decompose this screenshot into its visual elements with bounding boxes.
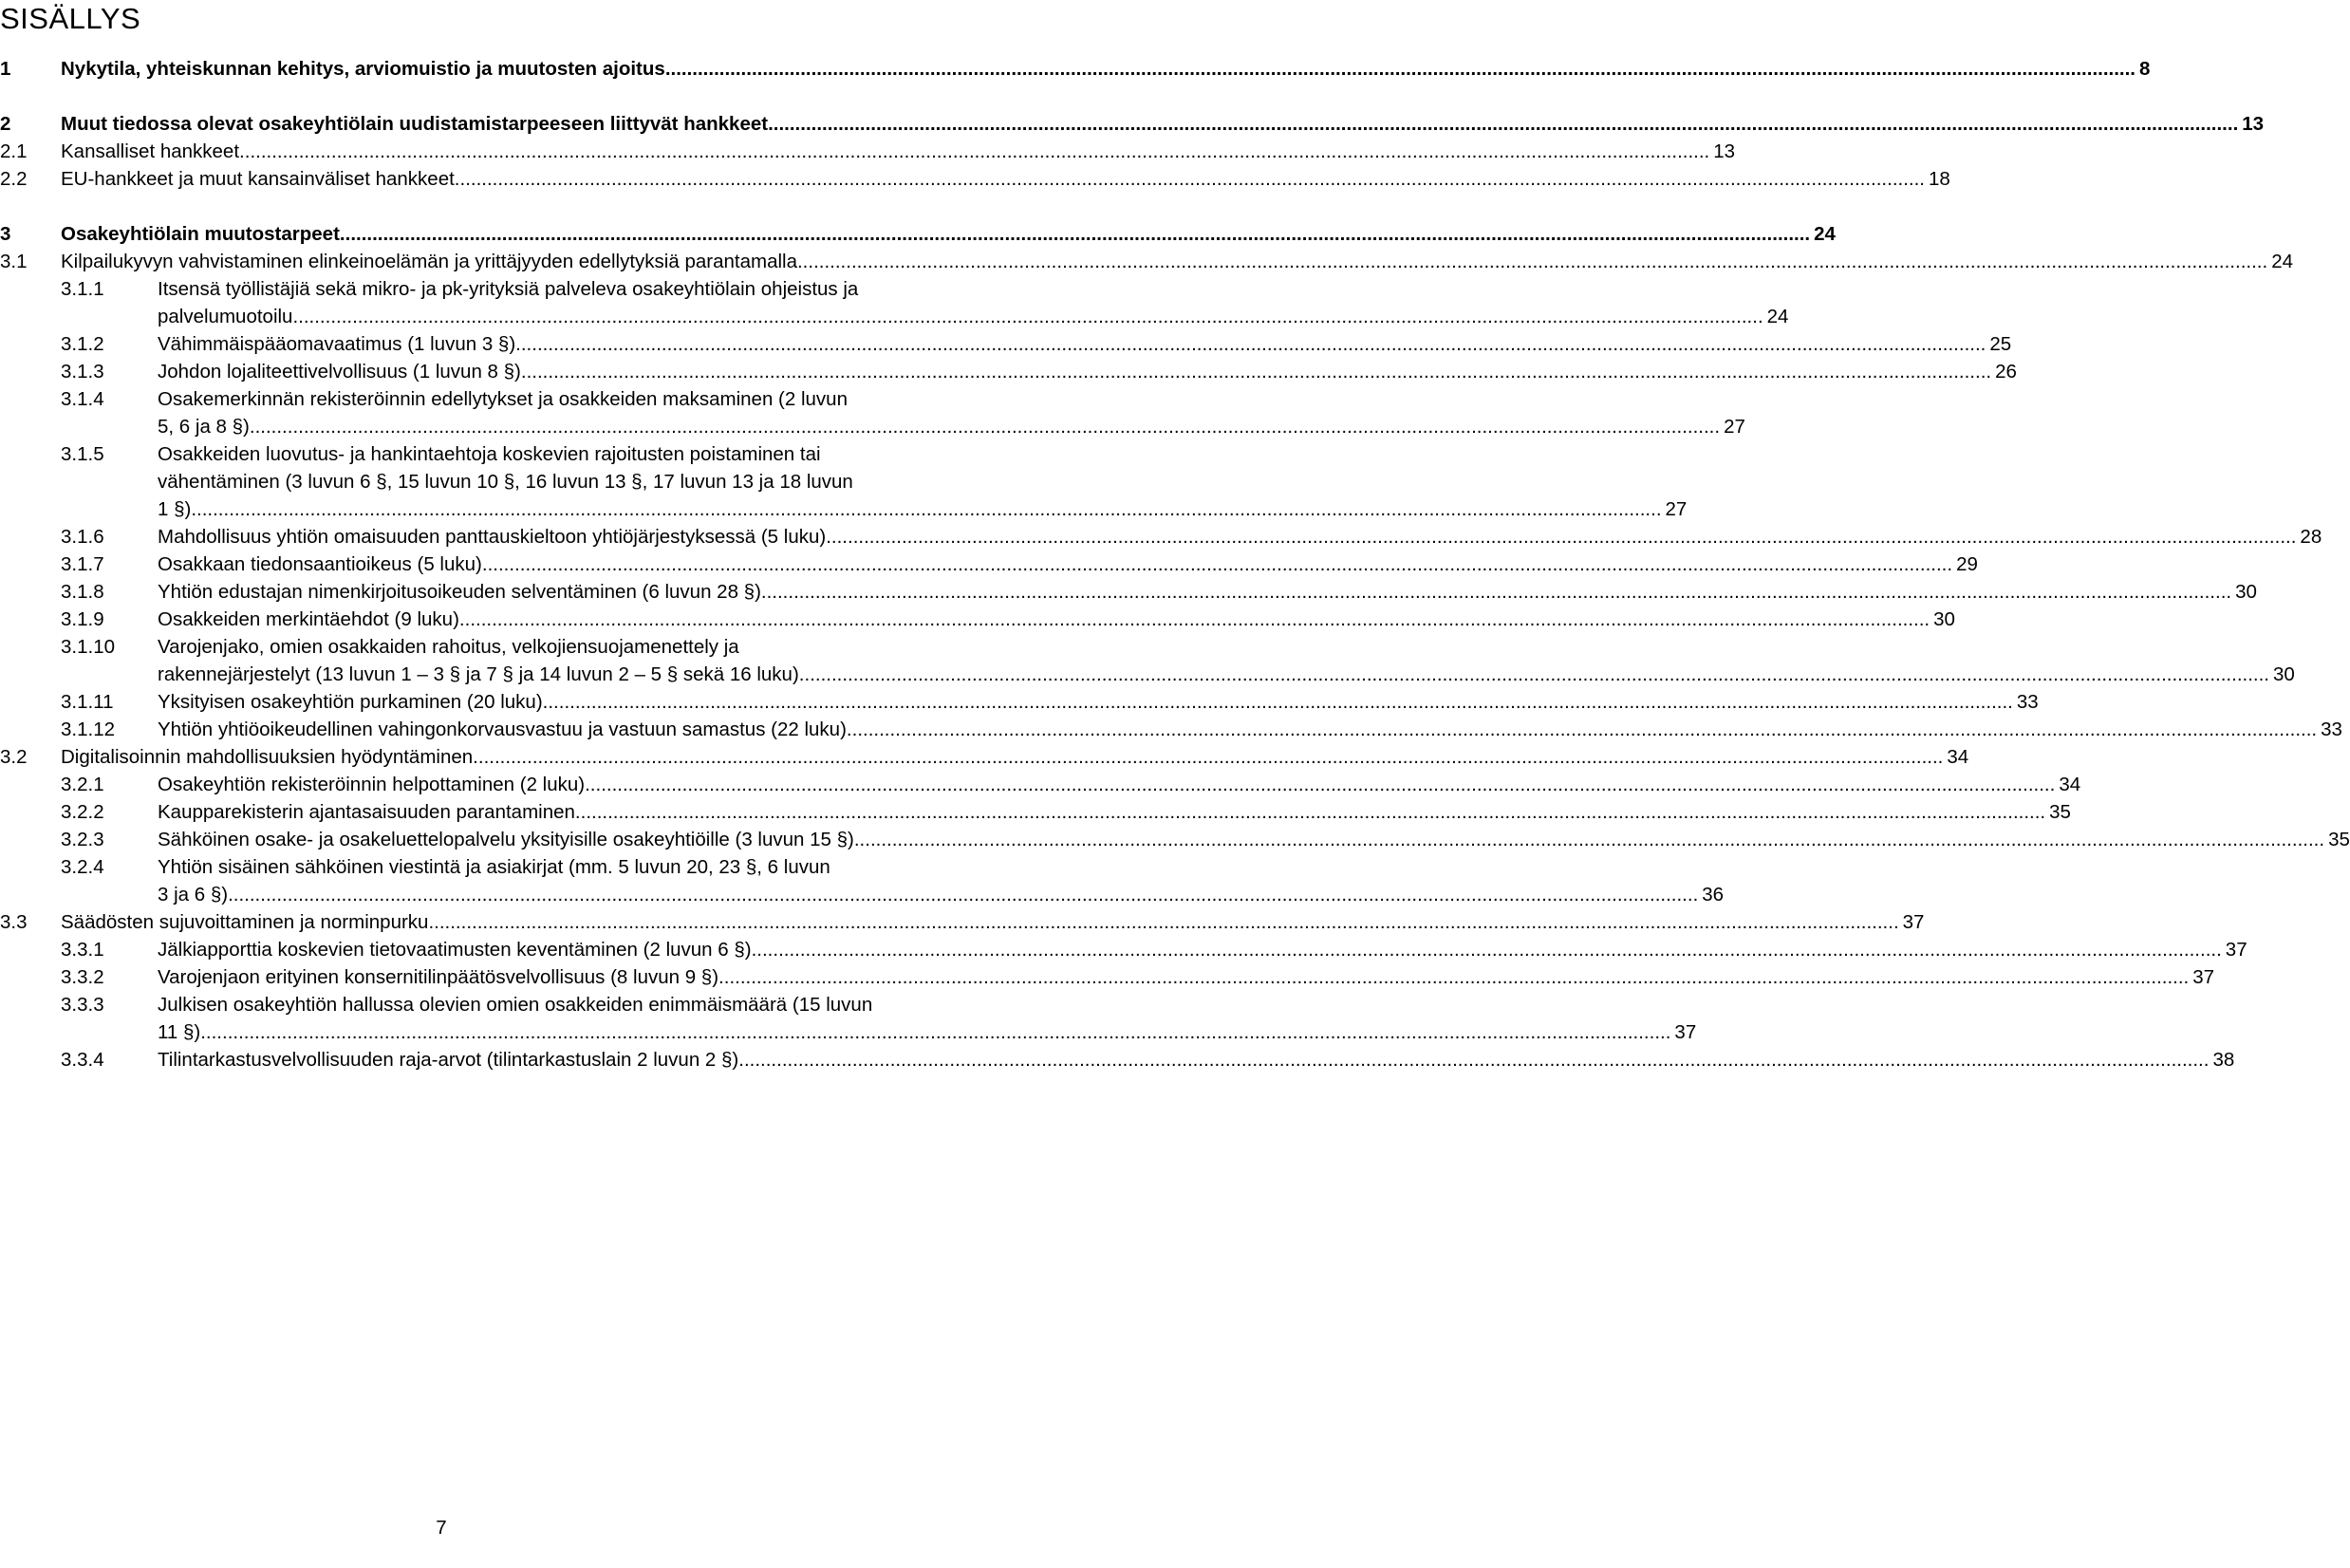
toc-entry-title: Yhtiön edustajan nimenkirjoitusoikeuden selventäminen (6 luvun 28 §) [158, 581, 761, 603]
toc-entry-number: 3.1.11 [61, 691, 114, 713]
toc-entry-page: 24 [1814, 223, 1836, 245]
dot-leader [473, 743, 1943, 771]
toc-entry-title: Tilintarkastusvelvollisuuden raja-arvot (tilintarkastuslain 2 luvun 2 §) [158, 1049, 739, 1071]
toc-entry[interactable] [61, 358, 2017, 385]
toc-entry-title: Vähimmäispääomavaatimus (1 luvun 3 §) [158, 333, 516, 355]
toc-entry-line [61, 220, 1836, 248]
toc-entry-number: 3.1.4 [61, 388, 104, 410]
toc-entry-line [158, 330, 2012, 358]
toc-entry[interactable] [61, 523, 2322, 551]
page-title: SISÄLLYS [0, 2, 141, 35]
toc-entry-title: 5, 6 ja 8 §) [158, 416, 250, 438]
toc-entry-title: Yhtiön yhtiöoikeudellinen vahingonkorvausvastuu ja vastuun samastus (22 luku) [158, 719, 847, 740]
toc-entry[interactable] [61, 771, 2081, 798]
dot-leader [191, 495, 1661, 523]
toc-entry-line [158, 688, 2039, 716]
toc-entry-line [158, 881, 1725, 908]
toc-entry-line [158, 1018, 1697, 1046]
toc-entry-line [61, 55, 2151, 83]
toc-entry-number: 3.1.3 [61, 361, 104, 383]
toc-entry-page: 38 [2212, 1049, 2235, 1071]
toc-entry[interactable] [61, 826, 2350, 853]
toc-entry-page: 24 [2271, 251, 2293, 272]
toc-entry-line [158, 963, 2215, 991]
toc-entry-number: 3.3.1 [61, 939, 104, 961]
toc-entry-title: Kilpailukyvyn vahvistaminen elinkeinoelämän ja yrittäjyyden edellytyksiä parantamalla [61, 251, 797, 272]
toc-entry-line [158, 771, 2081, 798]
toc-entry-page: 37 [2192, 966, 2215, 988]
toc-entry-number: 3.2.4 [61, 856, 104, 878]
dot-leader [428, 908, 1898, 936]
toc-entry[interactable] [0, 743, 1969, 771]
toc-entry-line: vähentäminen (3 luvun 6 §, 15 luvun 10 §, 16 luvun 13 §, 17 luvun 13 ja 18 luvun [158, 471, 853, 493]
toc-entry-page: 37 [2225, 939, 2247, 961]
toc-entry-line [158, 606, 1955, 633]
toc-entry-number: 3.1.9 [61, 608, 104, 630]
toc-entry[interactable] [61, 991, 1697, 1046]
dot-leader [847, 716, 2317, 743]
toc-entry[interactable] [61, 716, 2342, 743]
toc-entry-line [158, 303, 1789, 330]
toc-entry[interactable] [61, 551, 1978, 578]
toc-entry-number: 3.3.3 [61, 994, 104, 1016]
toc-entry-line [61, 138, 1736, 165]
toc-entry-title: Digitalisoinnin mahdollisuuksien hyödyntäminen [61, 746, 474, 768]
toc-entry-number: 3.1.2 [61, 333, 104, 355]
dot-leader [292, 303, 1762, 330]
toc-entry-page: 35 [2049, 801, 2071, 823]
toc-entry[interactable] [61, 633, 2295, 688]
toc-entry-page: 27 [1665, 498, 1688, 520]
toc-entry-line: Julkisen osakeyhtiön hallussa olevien omien osakkeiden enimmäismäärä (15 luvun [158, 994, 873, 1016]
toc-entry-number: 3.1 [0, 251, 28, 272]
dot-leader [718, 963, 2189, 991]
toc-entry-number: 3.2.3 [61, 829, 104, 850]
toc-entry-page: 13 [2242, 113, 2265, 135]
toc-entry[interactable] [61, 440, 1688, 523]
toc-entry-number: 3.3 [0, 911, 28, 933]
toc-entry-number: 3.1.12 [61, 719, 115, 740]
toc-entry-title: palvelumuotoilu [158, 306, 293, 327]
toc-entry-line: Varojenjako, omien osakkaiden rahoitus, velkojiensuojamenettely ja [158, 636, 739, 658]
dot-leader [752, 936, 2222, 963]
toc-entry-line [158, 661, 2295, 688]
toc-entry[interactable] [61, 578, 2257, 606]
toc-entry[interactable] [0, 165, 1950, 193]
toc-entry[interactable] [0, 220, 1836, 248]
toc-entry-page: 28 [2300, 526, 2322, 548]
toc-entry-page: 25 [1989, 333, 2012, 355]
toc-entry-page: 30 [2273, 663, 2295, 685]
toc-entry[interactable] [61, 385, 1745, 440]
toc-entry[interactable] [61, 275, 1789, 330]
toc-entry-page: 24 [1766, 306, 1789, 327]
toc-entry-title: Osakkeiden merkintäehdot (9 luku) [158, 608, 459, 630]
toc-entry-title: Säädösten sujuvoittaminen ja norminpurku [61, 911, 429, 933]
dot-leader [228, 881, 1698, 908]
toc-entry-page: 26 [1995, 361, 2017, 383]
toc-entry-number: 2.1 [0, 140, 28, 162]
toc-entry-page: 34 [1947, 746, 1969, 768]
page-number: 7 [436, 1517, 447, 1539]
toc-entry-line [158, 936, 2247, 963]
toc-entry-number: 3.1.6 [61, 526, 104, 548]
toc-entry-line [158, 716, 2342, 743]
toc-entry-line [158, 413, 1745, 440]
toc-entry-page: 30 [1933, 608, 1955, 630]
toc-entry-line [61, 110, 2265, 138]
dot-leader [761, 578, 2231, 606]
toc-entry-title: Kansalliset hankkeet [61, 140, 240, 162]
toc-entry-number: 3.3.4 [61, 1049, 104, 1071]
toc-entry-page: 30 [2235, 581, 2257, 603]
dot-leader [482, 551, 1952, 578]
toc-entry[interactable] [61, 963, 2215, 991]
toc-entry-line [158, 826, 2350, 853]
dot-leader [854, 826, 2324, 853]
toc-entry-page: 37 [1902, 911, 1925, 933]
toc-entry-line [158, 358, 2017, 385]
dot-leader [799, 661, 2269, 688]
toc-entry[interactable] [61, 330, 2012, 358]
dot-leader [239, 138, 1709, 165]
dot-leader [200, 1018, 1670, 1046]
dot-leader [575, 798, 2045, 826]
toc-entry-line [158, 798, 2071, 826]
toc-entry-number: 3.2 [0, 746, 28, 768]
toc-entry[interactable] [0, 110, 2265, 138]
toc-entry-line [158, 495, 1688, 523]
toc-entry-title: rakennejärjestelyt (13 luvun 1 – 3 § ja 7 § ja 14 luvun 2 – 5 § sekä 16 luku) [158, 663, 799, 685]
toc-entry-number: 3.3.2 [61, 966, 104, 988]
toc-entry-line [158, 551, 1978, 578]
dot-leader [768, 110, 2238, 138]
toc-entry-line [158, 578, 2257, 606]
toc-entry-number: 3 [0, 223, 11, 245]
toc-entry-line [61, 165, 1950, 193]
toc-entry-page: 35 [2328, 829, 2350, 850]
toc-entry[interactable] [61, 798, 2071, 826]
toc-entry-title: Mahdollisuus yhtiön omaisuuden panttauskieltoon yhtiöjärjestyksessä (5 luku) [158, 526, 827, 548]
toc-entry-line [61, 248, 2293, 275]
toc-entry-number: 3.2.2 [61, 801, 104, 823]
toc-entry[interactable] [0, 55, 2151, 83]
toc-entry[interactable] [61, 688, 2039, 716]
toc-entry-number: 3.1.1 [61, 278, 104, 300]
toc-entry-title: 3 ja 6 §) [158, 884, 229, 905]
toc-entry-page: 27 [1724, 416, 1745, 438]
toc-entry-title: 11 §) [158, 1021, 201, 1043]
dot-leader [459, 606, 1930, 633]
toc-entry-page: 18 [1929, 168, 1950, 190]
toc-entry-number: 1 [0, 58, 11, 80]
toc-entry-page: 29 [1956, 553, 1978, 575]
dot-leader [250, 413, 1720, 440]
toc-entry-page: 34 [2059, 774, 2081, 795]
toc-entry-number: 3.1.7 [61, 553, 104, 575]
toc-entry-line: Osakkeiden luovutus- ja hankintaehtoja koskevien rajoitusten poistaminen tai [158, 443, 821, 465]
toc-entry[interactable] [61, 853, 1725, 908]
dot-leader [797, 248, 2267, 275]
toc-entry-line: Osakemerkinnän rekisteröinnin edellytykset ja osakkeiden maksaminen (2 luvun [158, 388, 848, 410]
toc-entry[interactable] [61, 936, 2247, 963]
dot-leader [826, 523, 2296, 551]
toc-entry-line [158, 523, 2322, 551]
toc-entry-line [61, 743, 1969, 771]
toc-entry-page: 13 [1713, 140, 1736, 162]
dot-leader [543, 688, 2013, 716]
toc-entry-number: 3.1.10 [61, 636, 115, 658]
toc-entry-line [158, 1046, 2235, 1073]
toc-entry-page: 37 [1674, 1021, 1697, 1043]
toc-entry-page: 36 [1702, 884, 1725, 905]
toc-entry-title: Varojenjaon erityinen konsernitilinpäätösvelvollisuus (8 luvun 9 §) [158, 966, 719, 988]
dot-leader [340, 220, 1810, 248]
toc-entry-page: 33 [2016, 691, 2039, 713]
toc-entry-title: 1 §) [158, 498, 192, 520]
toc-entry-title: EU-hankkeet ja muut kansainväliset hankkeet [61, 168, 455, 190]
toc-entry-title: Osakeyhtiölain muutostarpeet [61, 223, 340, 245]
toc-entry-title: Osakkaan tiedonsaantioikeus (5 luku) [158, 553, 482, 575]
toc-entry-title: Nykytila, yhteiskunnan kehitys, arviomuistio ja muutosten ajoitus [61, 58, 665, 80]
toc-entry[interactable] [0, 138, 1736, 165]
toc-entry[interactable] [0, 248, 2293, 275]
dot-leader [455, 165, 1925, 193]
toc-entry-title: Kaupparekisterin ajantasaisuuden parantaminen [158, 801, 575, 823]
toc-entry[interactable] [61, 1046, 2235, 1073]
dot-leader [665, 55, 2136, 83]
toc-entry-page: 33 [2321, 719, 2342, 740]
toc-entry-number: 2 [0, 113, 11, 135]
dot-leader [515, 330, 1986, 358]
dot-leader [521, 358, 1991, 385]
toc-entry-title: Sähköinen osake- ja osakeluettelopalvelu yksityisille osakeyhtiöille (3 luvun 15 §) [158, 829, 854, 850]
dot-leader [585, 771, 2055, 798]
toc-entry-number: 3.1.5 [61, 443, 104, 465]
toc-entry-line: Yhtiön sisäinen sähköinen viestintä ja asiakirjat (mm. 5 luvun 20, 23 §, 6 luvun [158, 856, 830, 878]
toc-entry-title: Jälkiapporttia koskevien tietovaatimusten keventäminen (2 luvun 6 §) [158, 939, 752, 961]
toc-entry-title: Johdon lojaliteettivelvollisuus (1 luvun 8 §) [158, 361, 521, 383]
toc-entry[interactable] [61, 606, 1955, 633]
toc-entry-page: 8 [2139, 58, 2151, 80]
toc-entry-title: Yksityisen osakeyhtiön purkaminen (20 luku) [158, 691, 543, 713]
toc-entry-line: Itsensä työllistäjiä sekä mikro- ja pk-yrityksiä palveleva osakeyhtiölain ohjeistus ja [158, 278, 859, 300]
toc-entry-title: Osakeyhtiön rekisteröinnin helpottaminen (2 luku) [158, 774, 586, 795]
toc-entry-line [61, 908, 1925, 936]
toc-entry[interactable] [0, 908, 1925, 936]
dot-leader [738, 1046, 2209, 1073]
toc-entry-number: 3.1.8 [61, 581, 104, 603]
toc-entry-number: 3.2.1 [61, 774, 104, 795]
toc-entry-title: Muut tiedossa olevat osakeyhtiölain uudistamistarpeeseen liittyvät hankkeet [61, 113, 769, 135]
toc-entry-number: 2.2 [0, 168, 28, 190]
